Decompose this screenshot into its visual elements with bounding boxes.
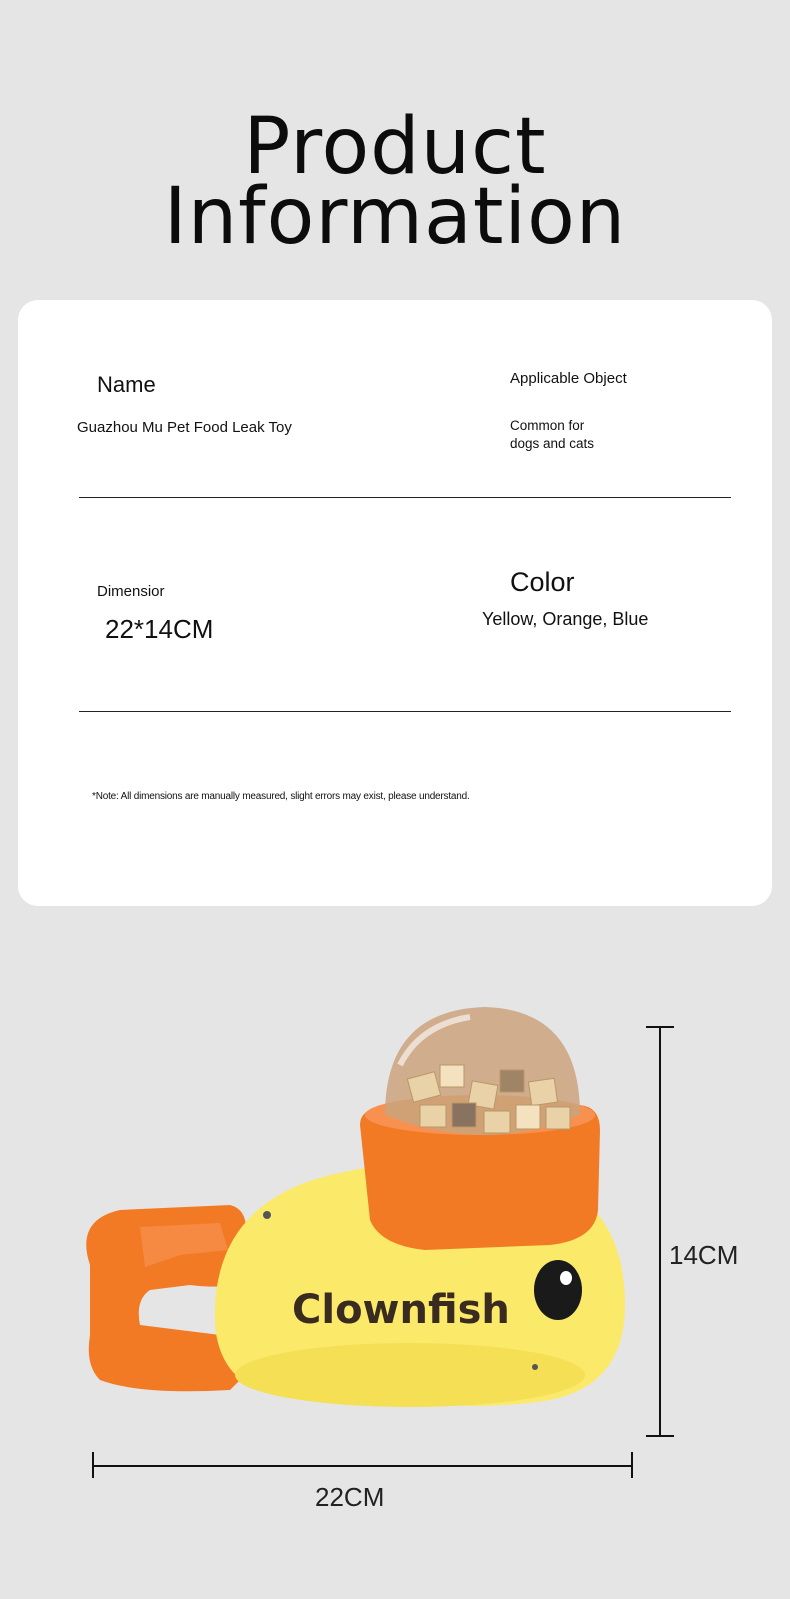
height-dimension-label: 14CM xyxy=(669,1240,739,1270)
color-label: Color xyxy=(510,567,575,597)
object-label: Applicable Object xyxy=(510,370,627,387)
measurement-note: *Note: All dimensions are manually measured, slight errors may exist, please understand. xyxy=(92,791,470,802)
product-eye xyxy=(534,1260,582,1320)
object-value-line1: Common for xyxy=(510,418,585,433)
object-value-line2: dogs and cats xyxy=(510,436,595,451)
dimension-label: Dimensior xyxy=(97,583,165,600)
info-card xyxy=(18,300,772,906)
dimension-value: 22*14CM xyxy=(105,614,214,644)
title-line-2: Information xyxy=(163,172,627,262)
height-dimension-line xyxy=(659,1026,661,1437)
color-value: Yellow, Orange, Blue xyxy=(482,609,649,629)
width-dimension-cap-right xyxy=(631,1452,633,1478)
name-label: Name xyxy=(97,372,156,397)
width-dimension-cap-left xyxy=(92,1452,94,1478)
height-dimension-cap-bottom xyxy=(646,1435,674,1437)
divider-1 xyxy=(79,497,731,498)
page-title xyxy=(0,102,790,262)
height-dimension-cap-top xyxy=(646,1026,674,1028)
product-image xyxy=(80,1005,640,1435)
width-dimension-label: 22CM xyxy=(315,1482,385,1512)
width-dimension-line xyxy=(92,1465,633,1467)
divider-2 xyxy=(79,711,731,712)
title-line-1: Product xyxy=(243,102,547,192)
name-value: Guazhou Mu Pet Food Leak Toy xyxy=(77,419,292,436)
product-brand-text: Clownfish xyxy=(292,1287,510,1333)
